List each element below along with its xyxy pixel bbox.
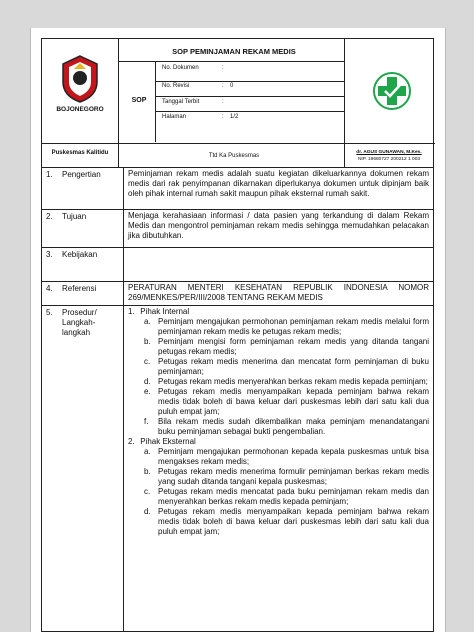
field-value: 0 [230,83,234,89]
field-label: Tanggal Terbit [162,99,200,105]
procedure-item: c. Petugas rekam medis menerima dan mencatat form peminjaman di buku peminjaman; [144,357,429,376]
row-label: Tujuan [62,212,87,221]
row-label: Kebijakan [62,250,98,259]
sop-form [41,38,434,632]
row-pengertian: 1. Pengertian Peminjaman rekam medis adalah suatu kegiatan dikeluarkannya dokumen rekam medis dari rak penyimpanan dikarnakan diperlukanya dokumen untuk dipinjam baik oleh pihak internal rumah sakit maupun pihak eksternal rumah sakit. [41,168,434,210]
field-label: No. Dokumen [162,65,199,71]
procedure-item: a. Peminjam mengajukan permohonan kepada kepala puskesmas untuk bisa mengakses rekam medis; [144,447,429,466]
row-text: Menjaga kerahasiaan informasi / data pasien yang terkandung di dalam Rekam Medis dan mengontrol peminjaman rekam medis sehingga memudahkan pelacakan jika dibutuhkan. [128,211,429,240]
procedure-list [128,307,429,537]
procedure-item: f. Bila rekam medis sudah dikembalikan maka peminjam menandatangani buku peminjaman sebagai bukti pengembalian. [144,417,429,436]
sop-label: SOP [131,97,147,104]
procedure-item: d. Petugas rekam medis menyerahkan berkas rekam medis kepada peminjam; [144,377,428,386]
procedure-item: c. Petugas rekam medis mencatat pada buku peminjaman rekam medis dan menyerahkan berkas rekam medis kepada peminjam; [144,487,429,506]
procedure-item: a. Peminjam mengajukan permohonan peminjaman rekam medis melalui form peminjaman rekam medis ke petugas rekam medis; [144,317,429,336]
signature-caption: Ttd Ka Puskesmas [208,153,260,159]
procedure-item: e. Petugas rekam medis menyampaikan kepada peminjam bahwa rekam medis tidak boleh di bawa keluar dari puskesmas lebih dari satu kali dua puluh empat jam; [144,387,429,416]
procedure-item: b. Petugas rekam medis menerima formulir peminjaman berkas rekam medis yang sudah ditanda tangani kepala puskesmas; [144,467,429,486]
row-kebijakan: 3. Kebijakan [41,248,434,282]
procedure-item: b. Peminjam mengisi form peminjaman rekam medis yang ditanda tangani petugas rekam medis; [144,337,429,356]
field-label: Halaman [162,114,187,120]
sop-header: BOJONEGORO SOP PEMINJAMAN REKAM MEDIS SOP No. Dokumen : No. Revisi : 0 Tanggal Terbit : Halaman : 1/2 Puskesmas Kalitidu Ttd Ka Puskesmas dr. AGUS GUNAWAN, M.Kes. NIP. 19680727 200212 1 003 [41,38,434,168]
procedure-item: d. Petugas rekam medis menyampaikan kepada peminjam bahwa rekam medis tidak boleh di bawa keluar dari puskesmas lebih dari satu kali dua puluh empat jam; [144,507,429,536]
row-referensi: 4. Referensi PERATURAN MENTERI KESEHATAN REPUBLIK INDONESIA NOMOR 269/MENKES/PER/III/2008 TENTANG REKAM MEDIS [41,282,434,306]
signer-block [344,150,434,163]
procedure-section: 2. Pihak Eksternal [128,437,196,446]
signer-nip: NIP. 19680727 200212 1 003 [357,156,421,162]
document-page [30,28,446,632]
row-label: Referensi [62,284,97,293]
puskesmas-logo [372,71,412,111]
field-label: No. Revisi [162,83,190,89]
section-title: Pihak Internal [140,307,190,316]
row-prosedur: 5. Prosedur/ Langkah-langkah 1. Pihak Internal a. Peminjam mengajukan permohonan peminjaman rekam medis melalui form peminjaman rekam medis ke petugas rekam medis; b. Peminjam mengisi form peminjaman rekam medis yang ditanda tangani petugas rekam medis; c. Petugas rekam medis menerima dan mencatat form peminjaman di buku peminjaman; d. Petugas rekam medis menyerahkan berkas rekam medis kepada peminjam; e. Petugas rekam medis menyampaikan kepada peminjam bahwa rekam medis tidak boleh di bawa keluar dari puskesmas lebih dari satu kali dua puluh empat jam; f. Bila rekam medis sudah dikembalikan maka peminjam menandatangani buku peminjaman sebagai bukti pengembalian. 2. Pihak Eksternal a. Peminjam mengajukan permohonan kepada kepala puskesmas untuk bisa mengakses rekam medis; b. Petugas rekam medis menerima formulir peminjaman berkas rekam medis yang sudah ditanda tangani kepala puskesmas; c. Petugas rekam medis mencatat pada buku peminjaman rekam medis dan menyerahkan berkas rekam medis kepada peminjam; d. Petugas rekam medis menyampaikan kepada peminjam bahwa rekam medis tidak boleh di bawa keluar dari puskesmas lebih dari satu kali dua puluh empat jam; [41,306,434,632]
row-label: Prosedur/ Langkah-langkah [62,308,97,337]
row-text: PERATURAN MENTERI KESEHATAN REPUBLIK INDONESIA NOMOR 269/MENKES/PER/III/2008 TENTANG REKAM MEDIS [128,283,429,302]
section-title: Pihak Eksternal [140,437,196,446]
row-text: Peminjaman rekam medis adalah suatu kegiatan dikeluarkannya dokumen rekam medis dari rak penyimpanan dikarnakan diperlukanya dokumen untuk dipinjam baik oleh pihak internal rumah sakit maupun pihak eksternal rumah sakit. [128,169,429,198]
bojonegoro-logo [60,54,100,104]
row-label: Pengertian [62,170,101,179]
procedure-section: 1. Pihak Internal [128,307,190,316]
field-value: 1/2 [230,114,239,120]
signer-name: dr. AGUS GUNAWAN, M.Kes. [356,150,422,155]
document-title: SOP PEMINJAMAN REKAM MEDIS [172,47,296,56]
puskesmas-name: Puskesmas Kalitidu [51,150,109,156]
kabupaten-name: BOJONEGORO [56,106,104,113]
row-tujuan: 2. Tujuan Menjaga kerahasiaan informasi / data pasien yang terkandung di dalam Rekam Medis dan mengontrol peminjaman rekam medis sehingga memudahkan pelacakan jika dibutuhkan. [41,210,434,248]
